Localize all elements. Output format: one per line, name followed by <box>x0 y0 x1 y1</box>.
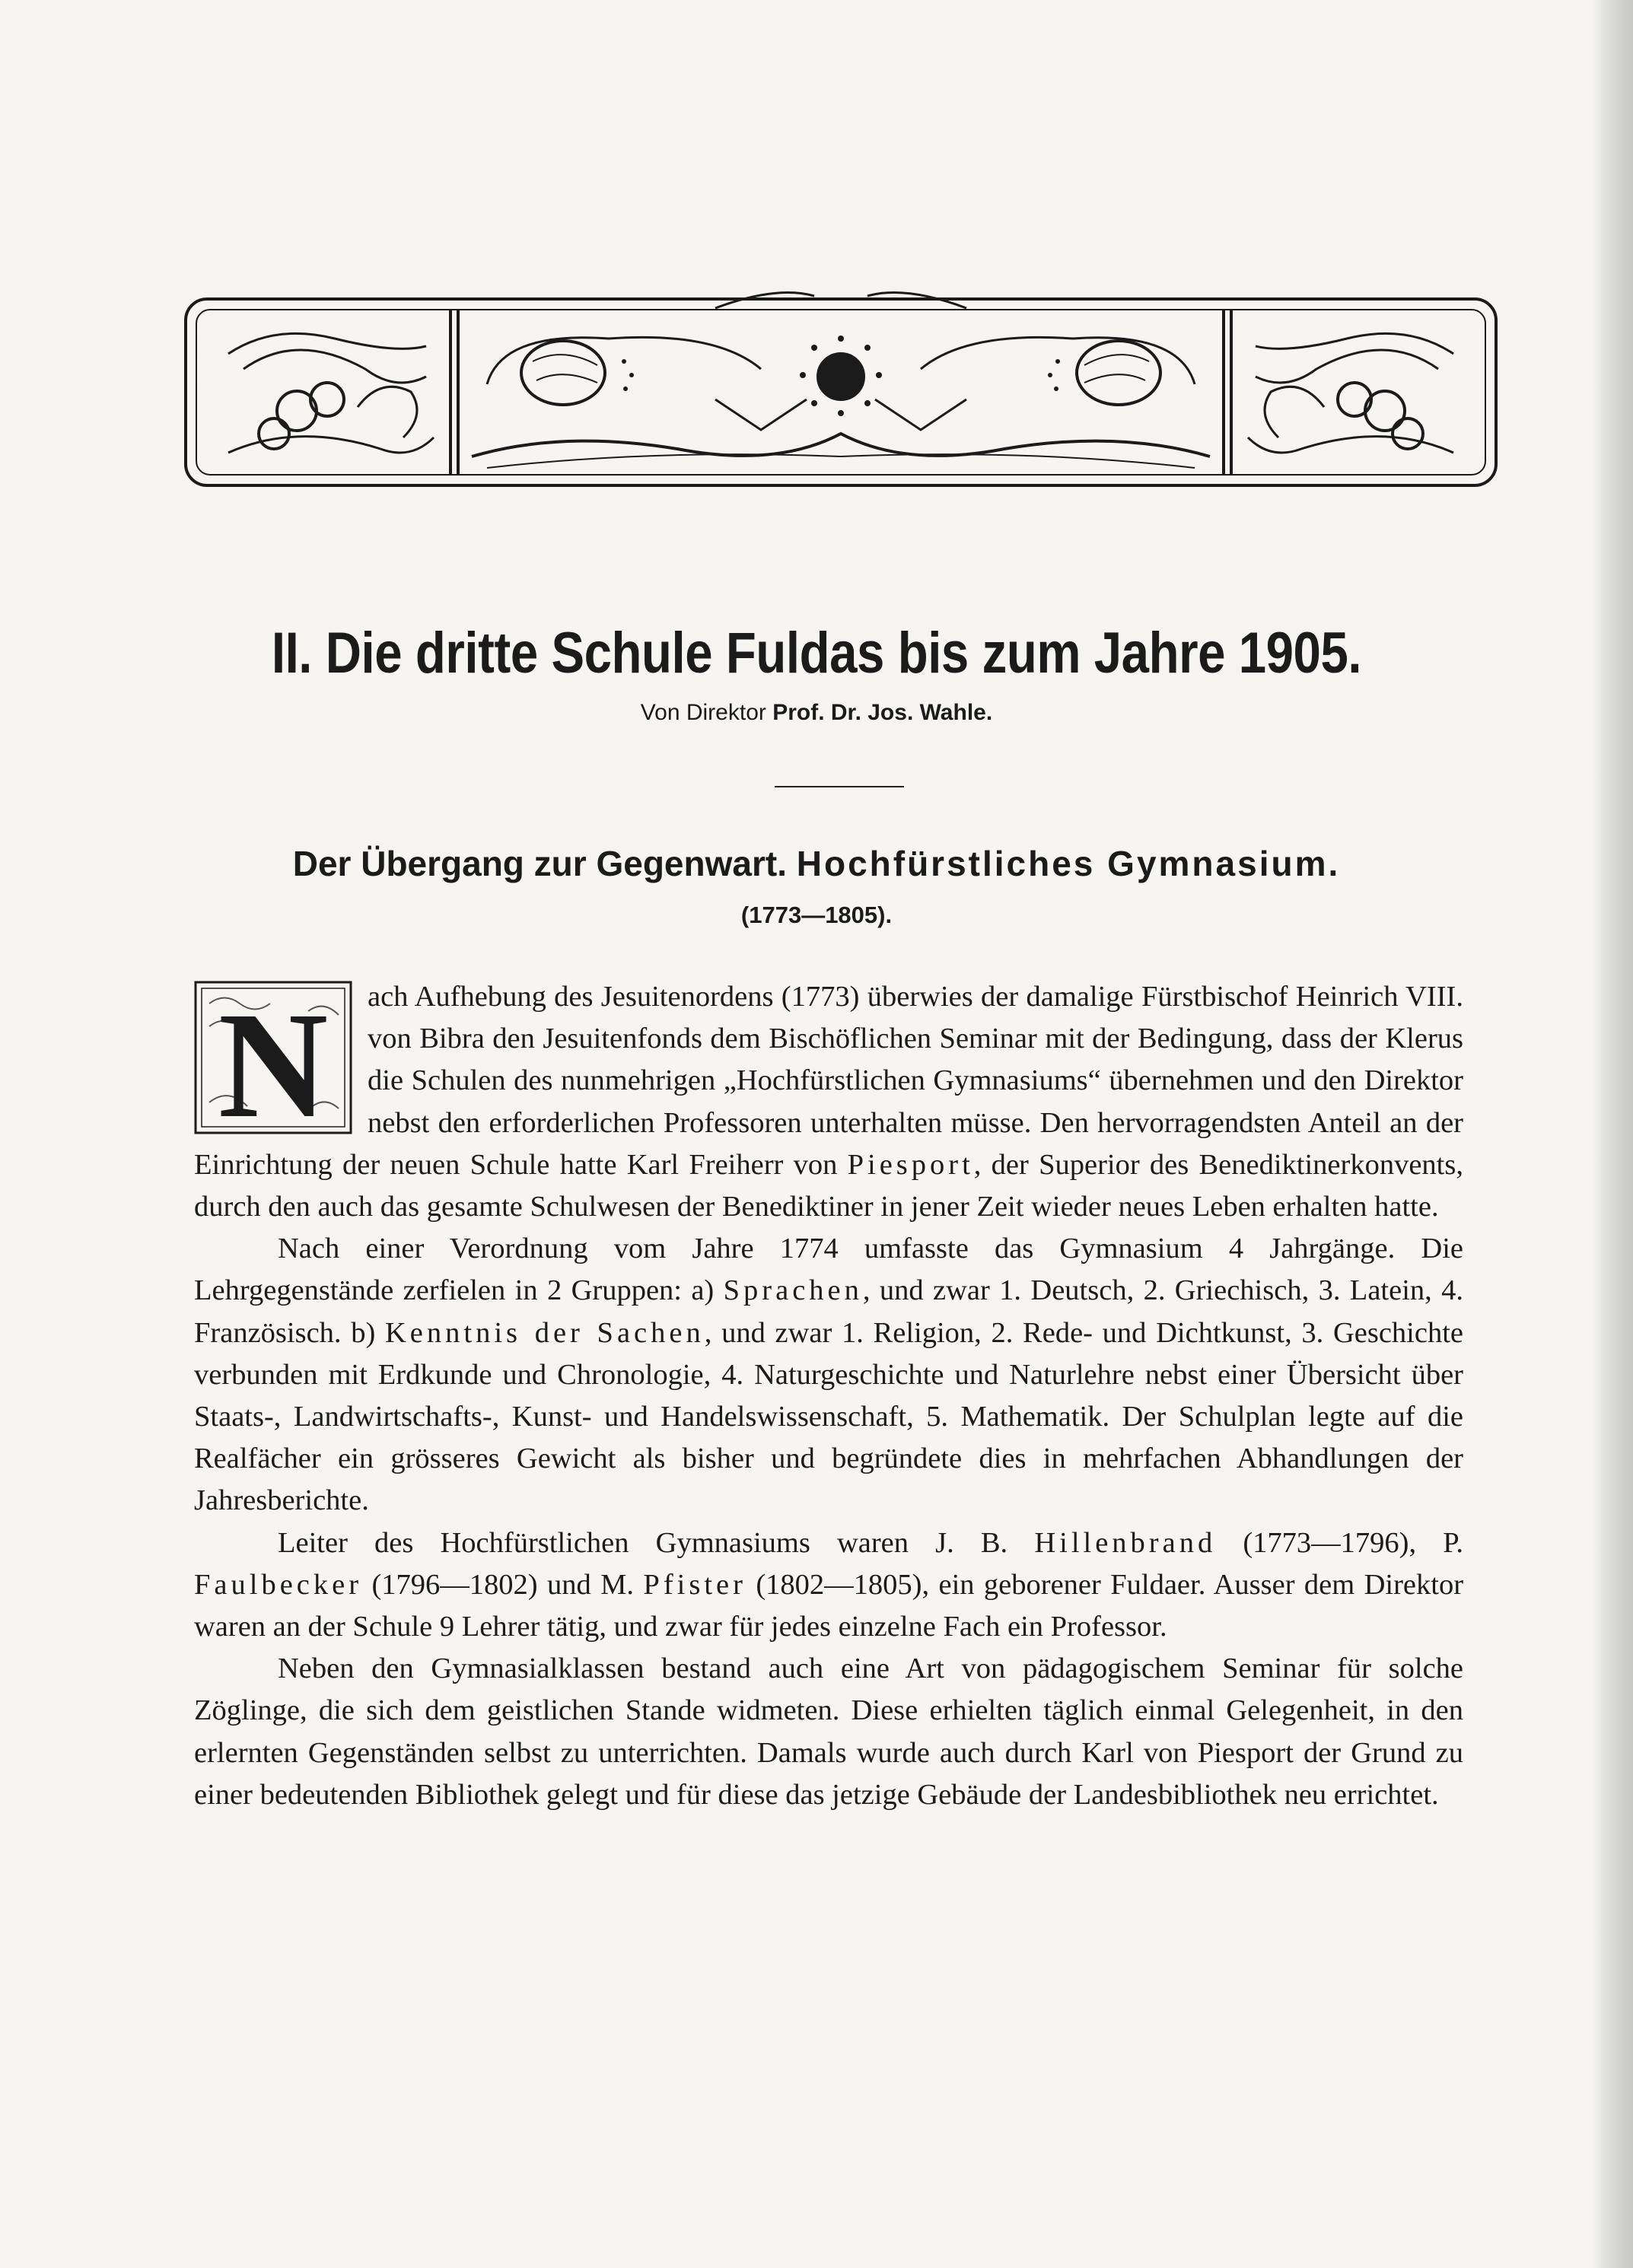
paragraph-3-text-c: (1796—1802) und M. <box>371 1568 634 1601</box>
group-kenntnis: Kenntnis der Sachen <box>385 1316 705 1349</box>
section-heading-part2: Hochfürstliches Gymnasium. <box>796 844 1341 883</box>
section-heading-part1: Der Übergang zur Gegenwart. <box>292 844 787 883</box>
title-divider <box>775 786 904 787</box>
name-hillenbrand: Hillenbrand <box>1034 1526 1217 1559</box>
paragraph-4: Neben den Gymnasialklassen bestand auch eine Art von pädagogischem Seminar für solche Zöglinge, die sich dem geistlichen Stande widmeten. Diese erhielten täglich einmal Gelegenheit, in den erlernten Gegenständen selbst zu unterrichten. Damals wurde auch durch Karl von Piesport der Grund zu einer bedeutenden Bibliothek gelegt und für diese das jetzige Gebäude der Landesbibliothek neu errichtet. <box>194 1652 1463 1811</box>
paragraph-3-text-b: (1773—1796), P. <box>1243 1526 1464 1559</box>
byline-author: Prof. Dr. Jos. Wahle. <box>772 700 993 725</box>
article-byline <box>0 700 1633 726</box>
section-years: (1773—1805). <box>740 902 893 928</box>
paragraph-2 <box>194 1228 1463 1522</box>
byline-prefix: Von Direktor <box>640 700 766 725</box>
paragraph-1-text: ach Aufhebung des Jesuitenordens (1773) überwies der damalige Fürstbischof Heinrich VIII. von Bibra den Jesuitenfonds dem Bischöflichen Seminar mit der Bedingung, dass der Klerus die Schulen des nunmehrigen „Hochfürstlichen Gymnasiums“ übernehmen und den Direktor nebst den erforderlichen Professoren unterhalten müsse. Den hervorragendsten Anteil an der Einrichtung der neuen Schule hatte Karl Freiherr von <box>194 981 1463 1181</box>
article-body <box>194 976 1463 1816</box>
section-heading <box>0 843 1633 884</box>
initial-letter: N <box>218 981 329 1134</box>
article-title: II. Die dritte Schule Fuldas bis zum Jahre 1905. <box>271 621 1362 685</box>
paragraph-2-text-b: , und zwar 1. Deutsch, 2. Griechisch, 3. Latein, 4. Französisch. b) <box>194 1274 1464 1349</box>
floral-headpiece-ornament <box>183 285 1499 497</box>
page-edge-shadow <box>1592 0 1633 2268</box>
paragraph-1-end: , der Superior des Benediktinerkonvents, durch den auch das gesamte Schulwesen der Benediktiner in jener Zeit wieder neues Leben erhalten hatte. <box>194 1148 1463 1223</box>
decorated-initial <box>194 981 352 1134</box>
paragraph-1 <box>194 976 1463 1228</box>
paragraph-3-text-d: (1802—1805), ein geborener Fuldaer. Ausser dem Direktor waren an der Schule 9 Lehrer tätig, und zwar für jedes einzelne Fach ein Professor. <box>194 1568 1464 1643</box>
name-piesport: Piesport <box>847 1148 974 1181</box>
paragraph-3-text-a: Leiter des Hochfürstlichen Gymnasiums waren J. B. <box>278 1526 1008 1559</box>
paragraph-2-text-a: Nach einer Verordnung vom Jahre 1774 umfasste das Gymnasium 4 Jahrgänge. Die Lehrgegenstände zerfielen in 2 Gruppen: a) <box>194 1233 1463 1307</box>
name-faulbecker: Faulbecker <box>194 1568 363 1601</box>
floral-ornament-icon <box>183 285 1499 497</box>
initial-n-icon <box>194 981 352 1134</box>
paragraph-2-text-c: , und zwar 1. Religion, 2. Rede- und Dichtkunst, 3. Geschichte verbunden mit Erdkunde und Chronologie, 4. Naturgeschichte und Naturlehre nebst einer Übersicht über Staats-, Landwirtschafts-, Kunst- und Handelswissenschaft, 5. Mathematik. Der Schulplan legte auf die Realfächer ein grösseres Gewicht als bisher und begründete dies in mehrfachen Abhandlungen der Jahresberichte. <box>194 1316 1463 1517</box>
paragraph-3 <box>194 1522 1463 1649</box>
name-pfister: Pfister <box>643 1568 746 1601</box>
group-sprachen: Sprachen <box>723 1274 863 1307</box>
